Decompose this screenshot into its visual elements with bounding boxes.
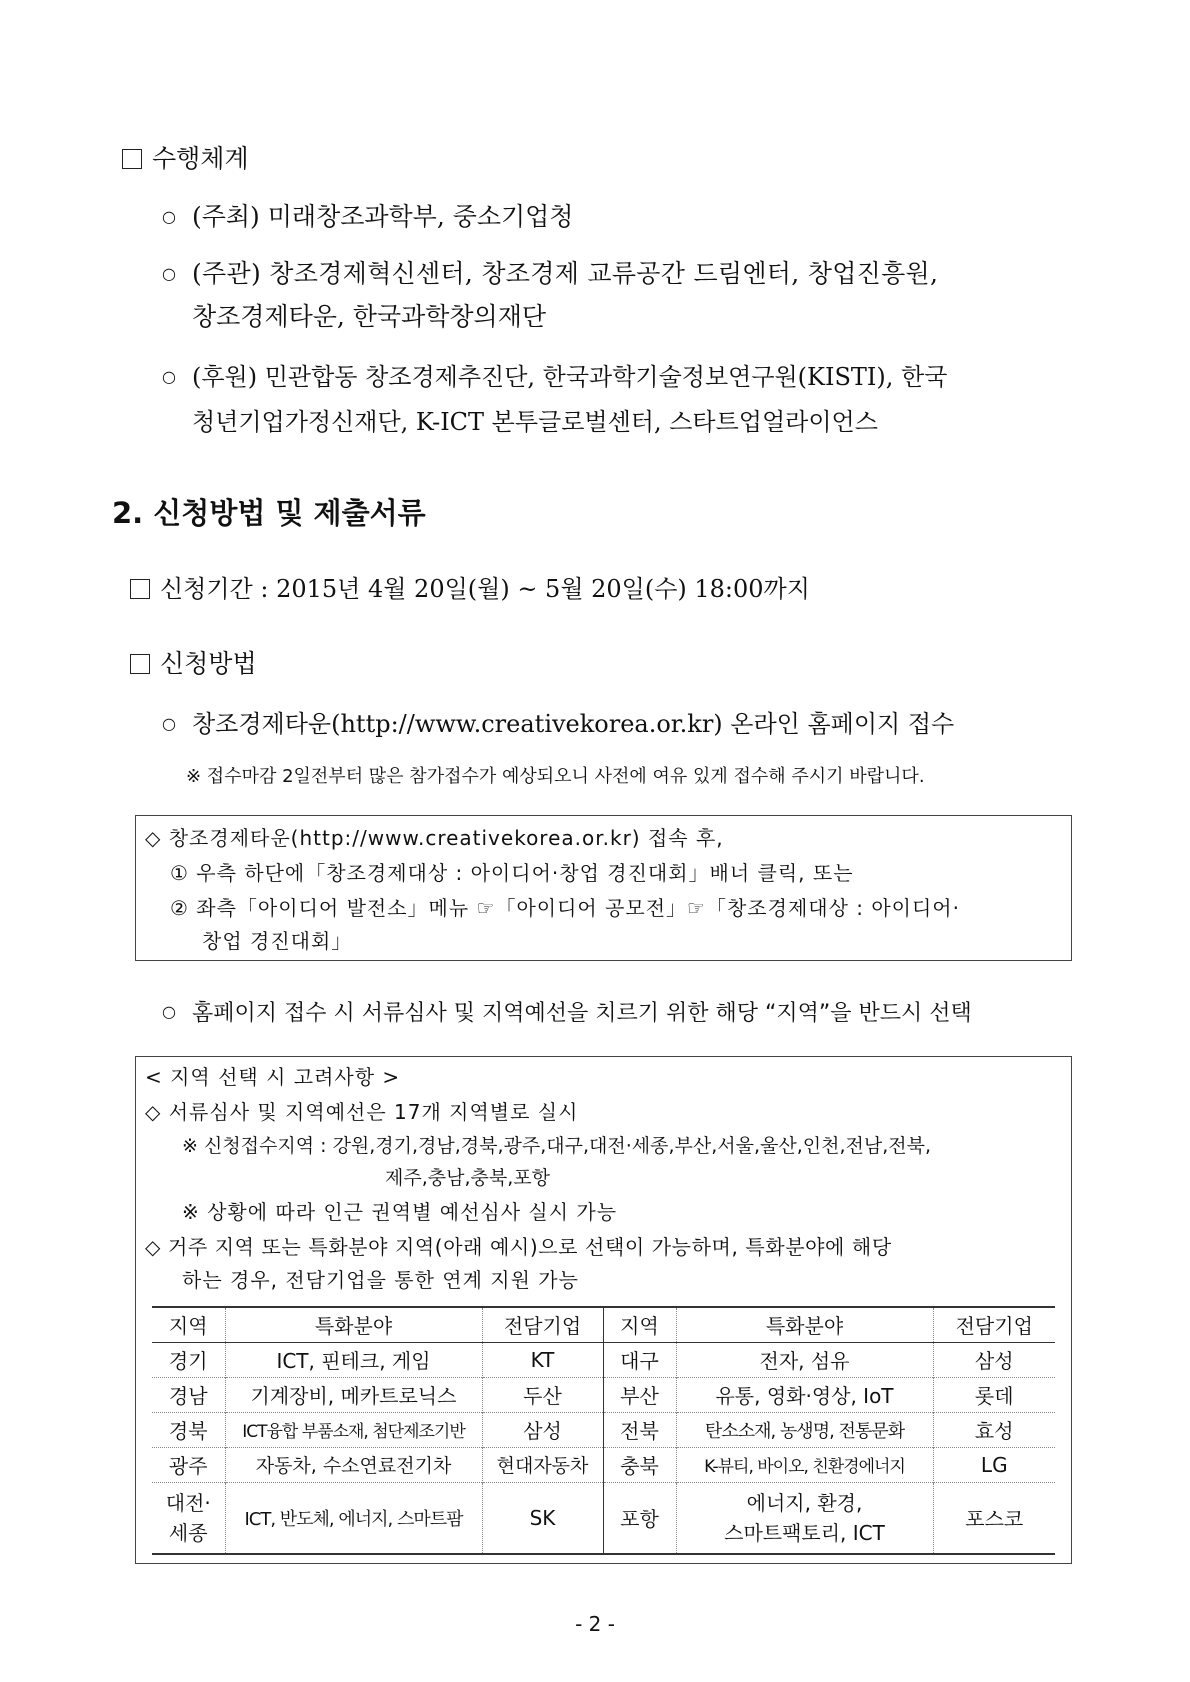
region-selection-item: [162, 996, 972, 1027]
system-item-organizer-cont: 창조경제타운, 한국과학창의재단: [192, 302, 546, 331]
region-specialty-table: [152, 1306, 1055, 1555]
method-note: ※ 접수마감 2일전부터 많은 참가접수가 예상되오니 사전에 여유 있게 접수해 주시기 바랍니다.: [186, 766, 925, 787]
cell-region: 충북: [603, 1447, 676, 1482]
region-point-2b: 하는 경우, 전담기업을 통한 연계 지원 가능: [182, 1268, 579, 1292]
cell-field: 기계장비, 메카트로닉스: [225, 1377, 482, 1412]
circle-bullet-icon: ○: [162, 264, 177, 283]
item-label: (주최): [192, 202, 260, 231]
system-item-host: [162, 197, 573, 233]
cell-field: 유통, 영화·영상, IoT: [676, 1377, 933, 1412]
cell-company: SK: [482, 1482, 603, 1554]
cell-field: 탄소소재, 농생명, 전통문화: [676, 1412, 933, 1447]
access-line-2: ① 우측 하단에「창조경제대상 : 아이디어·창업 경진대회」배너 클릭, 또는: [170, 861, 854, 885]
cell-company: 포스코: [933, 1482, 1055, 1554]
square-bullet-icon: [130, 654, 150, 674]
page-number: - 2 -: [575, 1612, 615, 1636]
square-bullet-icon: [122, 149, 142, 169]
region-selection-text: 홈페이지 접수 시 서류심사 및 지역예선을 치르기 위한 해당 “지역”을 반드시 선택: [192, 1001, 972, 1026]
table-row: [152, 1482, 1055, 1554]
section-system-title-text: 수행체계: [152, 144, 249, 173]
section2-heading: 2. 신청방법 및 제출서류: [112, 496, 426, 530]
cell-company: 삼성: [933, 1342, 1055, 1377]
cell-field: ICT, 핀테크, 게임: [225, 1342, 482, 1377]
header-region: 지역: [603, 1307, 676, 1342]
cell-region-line: 세종: [168, 1520, 208, 1545]
cell-company: 롯데: [933, 1377, 1055, 1412]
item-label: (후원): [192, 363, 258, 391]
cell-region-line: 대전·: [165, 1490, 211, 1515]
cell-company: 두산: [482, 1377, 603, 1412]
item-text: 미래창조과학부, 중소기업청: [267, 202, 574, 231]
system-item-organizer: [162, 254, 938, 290]
item-text: 민관합동 창조경제추진단, 한국과학기술정보연구원(KISTI), 한국: [264, 363, 948, 391]
cell-region: 포항: [603, 1482, 676, 1554]
cell-field: ICT융합 부품소재, 첨단제조기반: [225, 1412, 482, 1447]
cell-region: 광주: [168, 1454, 208, 1478]
access-line-3: ② 좌측「아이디어 발전소」메뉴 ☞「아이디어 공모전」☞「창조경제대상 : 아이디어·: [170, 896, 960, 920]
region-note-1b: 제주,충남,충북,포항: [385, 1167, 550, 1189]
method-item-online: [162, 704, 954, 739]
cell-region: 전북: [603, 1412, 676, 1447]
cell-field: [676, 1482, 933, 1554]
table-row: [152, 1342, 1055, 1377]
item-text: 창조경제혁신센터, 창조경제 교류공간 드림엔터, 창업진흥원,: [269, 259, 939, 288]
region-point-1: ◇ 서류심사 및 지역예선은 17개 지역별로 실시: [145, 1100, 579, 1124]
access-line-4: 창업 경진대회」: [202, 929, 353, 953]
application-method-title-text: 신청방법: [160, 649, 257, 678]
table-header-row: [152, 1307, 1055, 1342]
item-label: (주관): [192, 259, 262, 288]
header-field: 특화분야: [676, 1307, 933, 1342]
header-company: 전담기업: [933, 1307, 1055, 1342]
region-box-title: < 지역 선택 시 고려사항 >: [145, 1065, 401, 1089]
region-note-2: ※ 상황에 따라 인근 권역별 예선심사 실시 가능: [182, 1200, 618, 1224]
system-item-sponsor: [162, 357, 947, 392]
cell-company: KT: [482, 1342, 603, 1377]
cell-region: 경북: [168, 1419, 208, 1443]
cell-company: 효성: [933, 1412, 1055, 1447]
circle-bullet-icon: ○: [162, 1002, 176, 1021]
table-row: [152, 1447, 1055, 1482]
header-region: 지역: [168, 1314, 208, 1339]
cell-company: LG: [933, 1447, 1055, 1482]
cell-company: 삼성: [482, 1412, 603, 1447]
cell-field: ICT, 반도체, 에너지, 스마트팜: [225, 1482, 482, 1554]
method-item-text: 창조경제타운(http://www.creativekorea.or.kr) 온라인 홈페이지 접수: [192, 710, 955, 738]
circle-bullet-icon: ○: [162, 714, 176, 733]
cell-region: 부산: [603, 1377, 676, 1412]
region-note-1a: ※ 신청접수지역 : 강원,경기,경남,경북,광주,대구,대전·세종,부산,서울,울산,인천,전남,전북,: [182, 1135, 932, 1157]
circle-bullet-icon: ○: [162, 367, 176, 386]
circle-bullet-icon: ○: [162, 207, 176, 226]
square-bullet-icon: [130, 579, 150, 599]
section-system-title: [122, 139, 249, 175]
table-row: [152, 1412, 1055, 1447]
header-company: 전담기업: [482, 1307, 603, 1342]
cell-region: [152, 1482, 225, 1554]
cell-region: 경남: [168, 1384, 208, 1408]
application-method-title: [130, 644, 257, 680]
region-point-2a: ◇ 거주 지역 또는 특화분야 지역(아래 예시)으로 선택이 가능하며, 특화분야에 해당: [145, 1235, 892, 1259]
system-item-sponsor-cont: 청년기업가정신재단, K-ICT 본투글로벌센터, 스타트업얼라이언스: [192, 408, 878, 436]
header-field: 특화분야: [225, 1307, 482, 1342]
access-line-1: ◇ 창조경제타운(http://www.creativekorea.or.kr) 접속 후,: [145, 826, 724, 850]
cell-region: 대구: [603, 1342, 676, 1377]
application-period-text: 신청기간 : 2015년 4월 20일(월) ~ 5월 20일(수) 18:00까지: [160, 575, 810, 603]
application-period: [130, 569, 810, 604]
cell-field-line: 에너지, 환경,: [746, 1490, 863, 1515]
cell-field: 자동차, 수소연료전기차: [225, 1447, 482, 1482]
cell-field: 전자, 섬유: [676, 1342, 933, 1377]
cell-company: 현대자동차: [482, 1447, 603, 1482]
cell-field-line: 스마트팩토리, ICT: [724, 1520, 885, 1545]
table-row: [152, 1377, 1055, 1412]
cell-region: 경기: [168, 1349, 208, 1373]
cell-field: K-뷰티, 바이오, 친환경에너지: [676, 1447, 933, 1482]
